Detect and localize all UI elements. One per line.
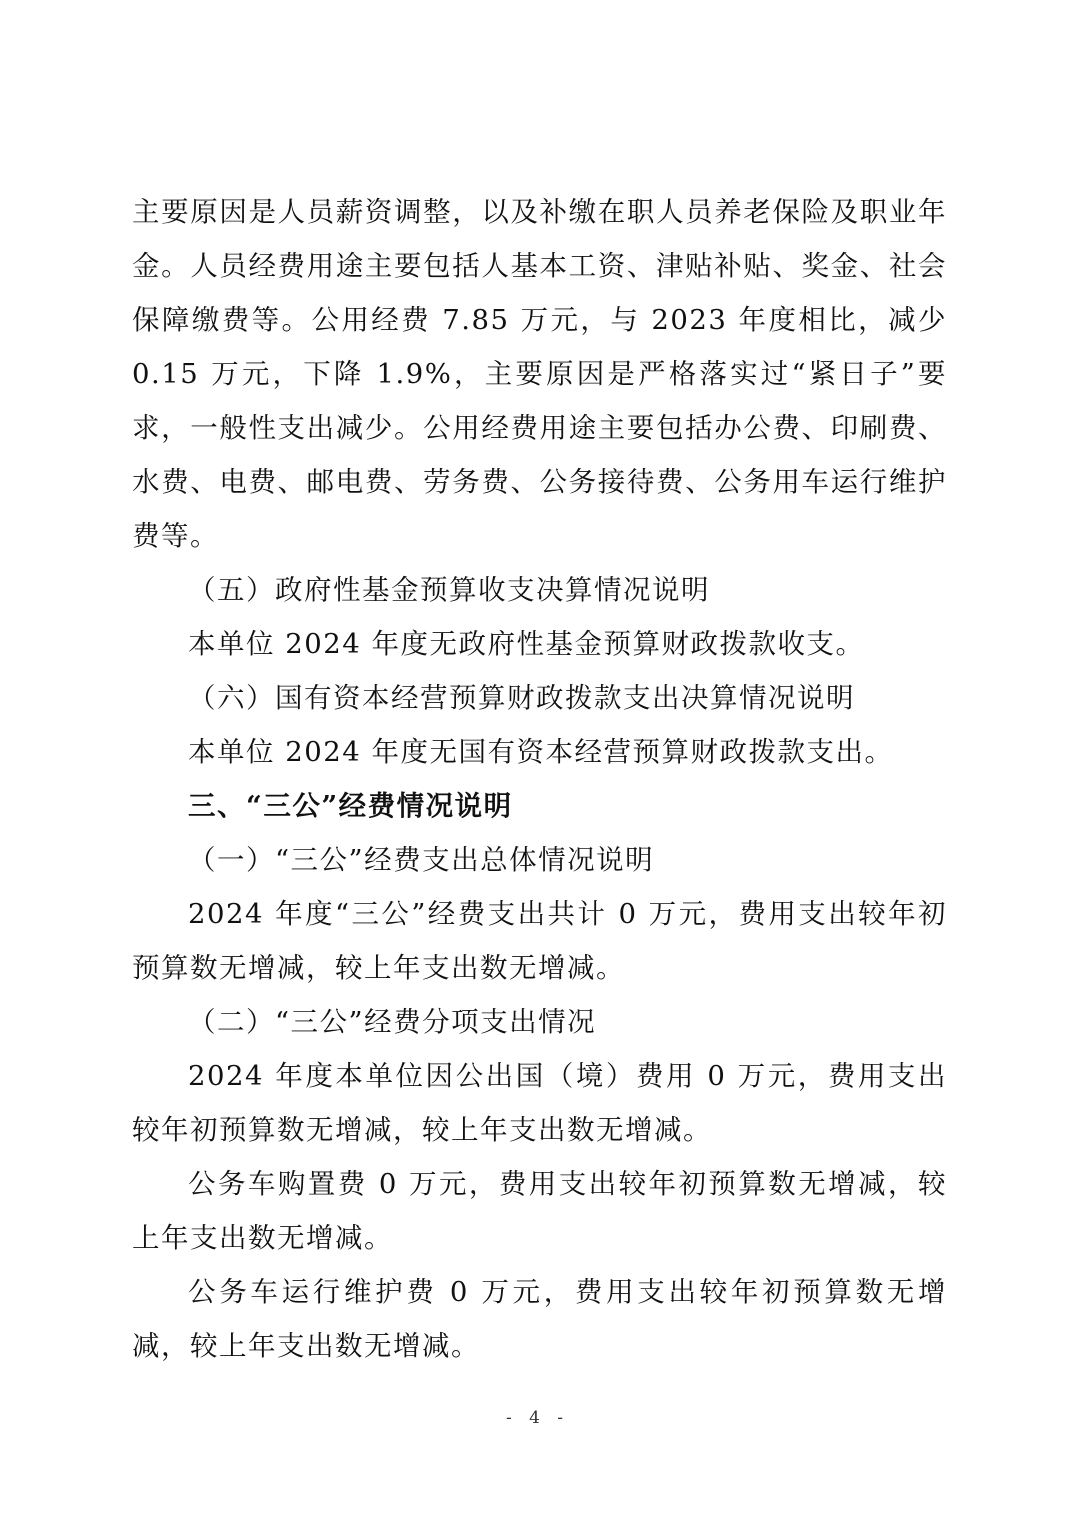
paragraph-state-capital-budget: 本单位 2024 年度无国有资本经营预算财政拨款支出。 bbox=[188, 736, 894, 768]
document-body bbox=[132, 185, 947, 1373]
section-heading-government-fund-budget: （五）政府性基金预算收支决算情况说明 bbox=[188, 574, 710, 606]
paragraph-government-fund-budget: 本单位 2024 年度无政府性基金预算财政拨款收支。 bbox=[188, 628, 865, 660]
section-heading-overall-three-public: （一）“三公”经费支出总体情况说明 bbox=[188, 844, 655, 876]
paragraph-personnel-and-public-expenses: 主要原因是人员薪资调整，以及补缴在职人员养老保险及职业年金。人员经费用途主要包括人基本工资、津贴补贴、奖金、社会保障缴费等。公用经费 7.85 万元，与 2023 年度相比，减少 0.15 万元，下降 1.9%，主要原因是严格落实过“紧日子”要求，一般性支出减少。公用经费用途主要包括办公费、印刷费、水费、电费、邮电费、劳务费、公务接待费、公务用车运行维护费等。 bbox=[132, 196, 947, 552]
section-heading-itemized-three-public: （二）“三公”经费分项支出情况 bbox=[188, 1006, 597, 1038]
paragraph-overseas-travel-expense: 2024 年度本单位因公出国（境）费用 0 万元，费用支出较年初预算数无增减，较上年支出数无增减。 bbox=[132, 1060, 947, 1146]
chapter-heading-three-public-expenses: 三、“三公”经费情况说明 bbox=[188, 790, 513, 822]
paragraph-vehicle-maintenance-expense: 公务车运行维护费 0 万元，费用支出较年初预算数无增减，较上年支出数无增减。 bbox=[132, 1276, 947, 1362]
section-heading-state-capital-budget: （六）国有资本经营预算财政拨款支出决算情况说明 bbox=[188, 682, 855, 714]
page-number: - 4 - bbox=[505, 1408, 570, 1428]
paragraph-vehicle-purchase-expense: 公务车购置费 0 万元，费用支出较年初预算数无增减，较上年支出数无增减。 bbox=[132, 1168, 947, 1254]
paragraph-overall-three-public: 2024 年度“三公”经费支出共计 0 万元，费用支出较年初预算数无增减，较上年支出数无增减。 bbox=[132, 898, 947, 984]
